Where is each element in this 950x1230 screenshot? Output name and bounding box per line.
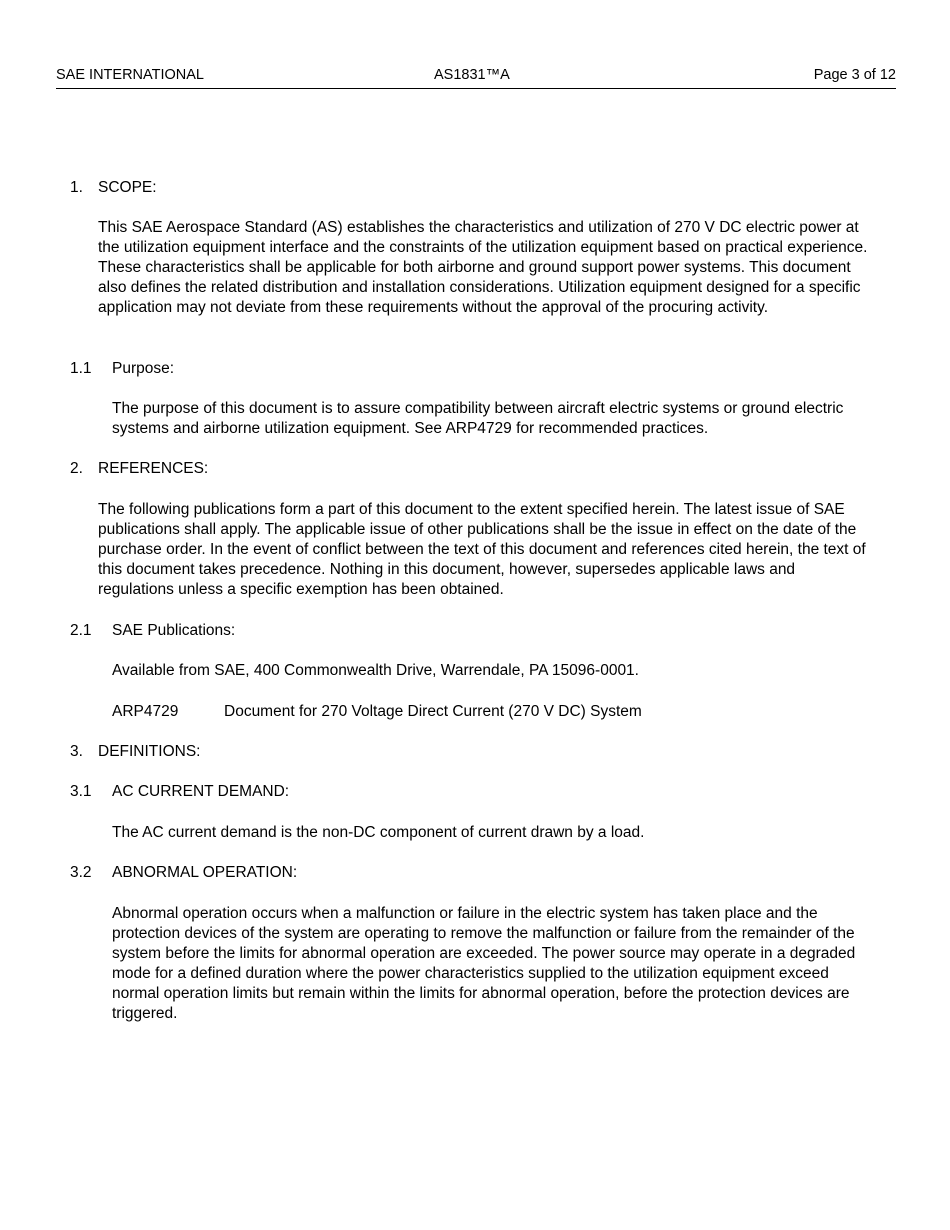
section-3-2-body: Abnormal operation occurs when a malfunction or failure in the electric system has taken place and the protection devices of the system are operating to remove the malfunction or failure from the remainder of the system before the limits for abnormal operation are exceeded. The power source may operate in a degraded mode for a defined duration where the power characteristics supplied to the utilization equipment exceed normal operation limits but remain within the limits for abnormal operation, before the protection devices are triggered. bbox=[112, 905, 856, 1023]
section-number: 1.1 bbox=[70, 360, 92, 377]
section-number: 3.2 bbox=[70, 864, 92, 881]
header-organization: SAE INTERNATIONAL bbox=[56, 67, 204, 83]
section-title: DEFINITIONS: bbox=[98, 743, 201, 760]
section-number: 2. bbox=[70, 460, 83, 477]
section-title: SCOPE: bbox=[98, 179, 157, 196]
reference-title: Document for 270 Voltage Direct Current (270 V DC) System bbox=[224, 703, 642, 720]
section-1-1-body: The purpose of this document is to assure compatibility between aircraft electric systems or ground electric systems and airborne utilization equipment. See ARP4729 for recommended practices. bbox=[112, 400, 844, 438]
section-number: 3. bbox=[70, 743, 83, 760]
header-page-number: Page 3 of 12 bbox=[813, 67, 896, 83]
section-title: AC CURRENT DEMAND: bbox=[112, 783, 290, 800]
section-title: SAE Publications: bbox=[112, 622, 236, 639]
section-number: 2.1 bbox=[70, 622, 92, 639]
section-2-1-body: Available from SAE, 400 Commonwealth Drive, Warrendale, PA 15096-0001. bbox=[112, 662, 639, 679]
page-header bbox=[56, 66, 896, 89]
section-number: 1. bbox=[70, 179, 83, 196]
section-3-1-body: The AC current demand is the non-DC component of current drawn by a load. bbox=[112, 824, 645, 841]
reference-code: ARP4729 bbox=[112, 703, 179, 720]
section-title: REFERENCES: bbox=[98, 460, 209, 477]
header-document-id: AS1831™A bbox=[434, 67, 510, 83]
section-title: ABNORMAL OPERATION: bbox=[112, 864, 298, 881]
section-title: Purpose: bbox=[112, 360, 175, 377]
section-1-body: This SAE Aerospace Standard (AS) establishes the characteristics and utilization of 270 V DC electric power at the utilization equipment interface and the constraints of the utilization equipment based on practical experience. These characteristics shall be applicable for both airborne and ground support power systems. This document also defines the related distribution and installation considerations. Utilization equipment designed for a specific application may not deviate from these requirements without the approval of the procuring activity. bbox=[98, 219, 868, 317]
section-number: 3.1 bbox=[70, 783, 92, 800]
section-2-body: The following publications form a part of this document to the extent specified herein. The latest issue of SAE publications shall apply. The applicable issue of other publications shall be the issue in effect on the date of the purchase order. In the event of conflict between the text of this document and references cited herein, the text of this document takes precedence. Nothing in this document, however, supersedes applicable laws and regulations unless a specific exemption has been obtained. bbox=[98, 501, 866, 599]
